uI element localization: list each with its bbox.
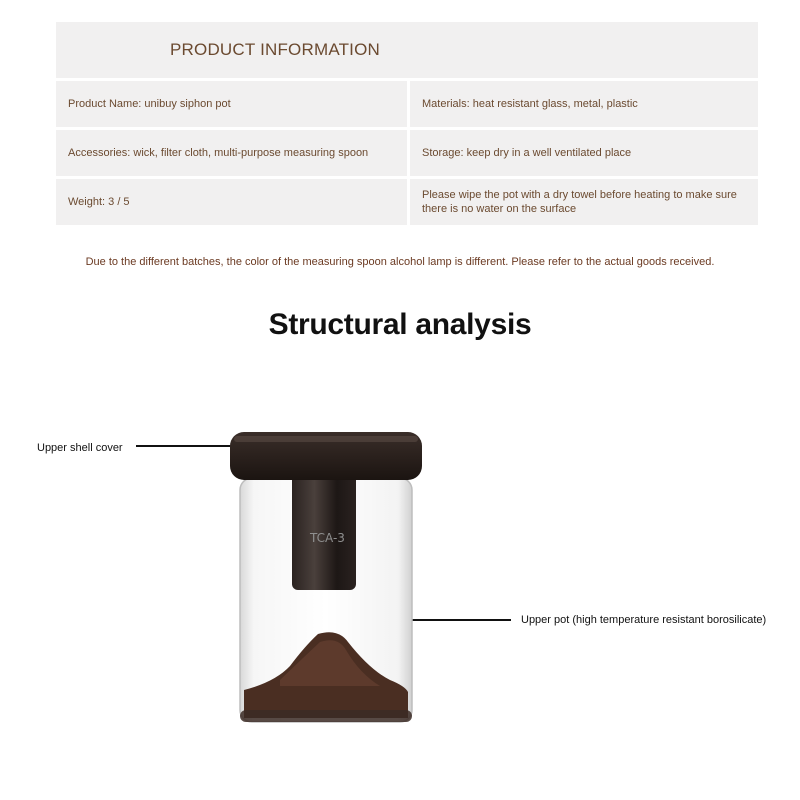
info-row <box>56 78 758 127</box>
info-cell-accessories: Accessories: wick, filter cloth, multi-purpose measuring spoon <box>68 147 369 159</box>
siphon-upper-pot-illustration <box>220 420 440 730</box>
product-information-table <box>56 22 758 225</box>
info-row <box>56 176 758 225</box>
section-title: Structural analysis <box>268 308 532 341</box>
tube-marking: TCA-3 <box>310 531 345 545</box>
info-cell-materials: Materials: heat resistant glass, metal, plastic <box>407 81 758 127</box>
callout-upper-pot: Upper pot (high temperature resistant borosilicate) <box>521 614 767 626</box>
info-row <box>56 127 758 176</box>
info-cell-product-name: Product Name: unibuy siphon pot <box>68 98 231 110</box>
info-cell-weight: Weight: 3 / 5 <box>68 196 130 208</box>
product-information-header: PRODUCT INFORMATION <box>170 40 380 59</box>
info-cell-usage-note: Please wipe the pot with a dry towel before heating to make sure there is no water on the surface <box>407 179 758 225</box>
info-cell-storage: Storage: keep dry in a well ventilated place <box>407 130 758 176</box>
callout-upper-shell-cover: Upper shell cover <box>37 442 123 454</box>
batch-color-note: Due to the different batches, the color of the measuring spoon alcohol lamp is different. Please refer to the actual goods received. <box>85 256 715 268</box>
siphon-pot-image <box>220 420 440 730</box>
